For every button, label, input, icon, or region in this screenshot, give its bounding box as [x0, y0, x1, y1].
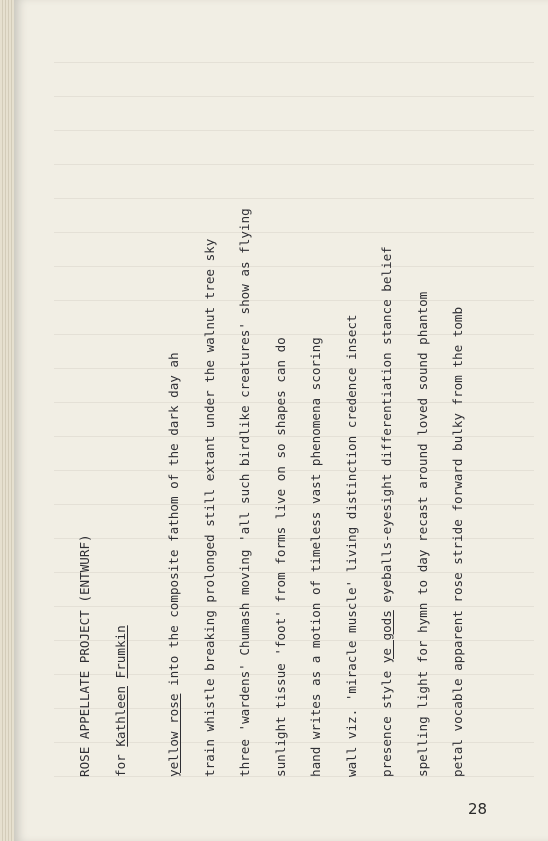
poem-line-5: hand writes as a motion of timeless vast phenomena scoring	[308, 337, 323, 777]
poem-block	[67, 17, 476, 777]
poem-line-2: train whistle breaking prolonged still extant under the walnut tree sky	[201, 238, 217, 777]
page-number: 28	[468, 800, 488, 818]
poem-line-9: petal vocable apparent rose stride forward bulky from the tomb	[450, 306, 465, 777]
poem-line-8: spelling light for hymn to day recast around loved sound phantom	[414, 291, 430, 777]
poem-line-7: presence style ye gods eyeballs-eyesight differentiation stance belief	[379, 246, 394, 777]
page-gutter	[0, 0, 14, 841]
poem-title: ROSE APPELLATE PROJECT (ENTWURF)	[77, 534, 92, 777]
poem-line-6: wall viz. 'miracle muscle' living distinction credence insect	[343, 314, 359, 777]
poem-line-1: yellow rose into the composite fathom of the dark day ah	[166, 352, 181, 777]
dedication: for Kathleen Frumkin	[112, 625, 128, 777]
poem-line-4: sunlight tissue 'foot' from forms live on so shapes can do	[272, 337, 288, 777]
poem-line-3: three 'wardens' Chumash moving 'all such birdlike creatures' show as flying	[237, 208, 252, 777]
